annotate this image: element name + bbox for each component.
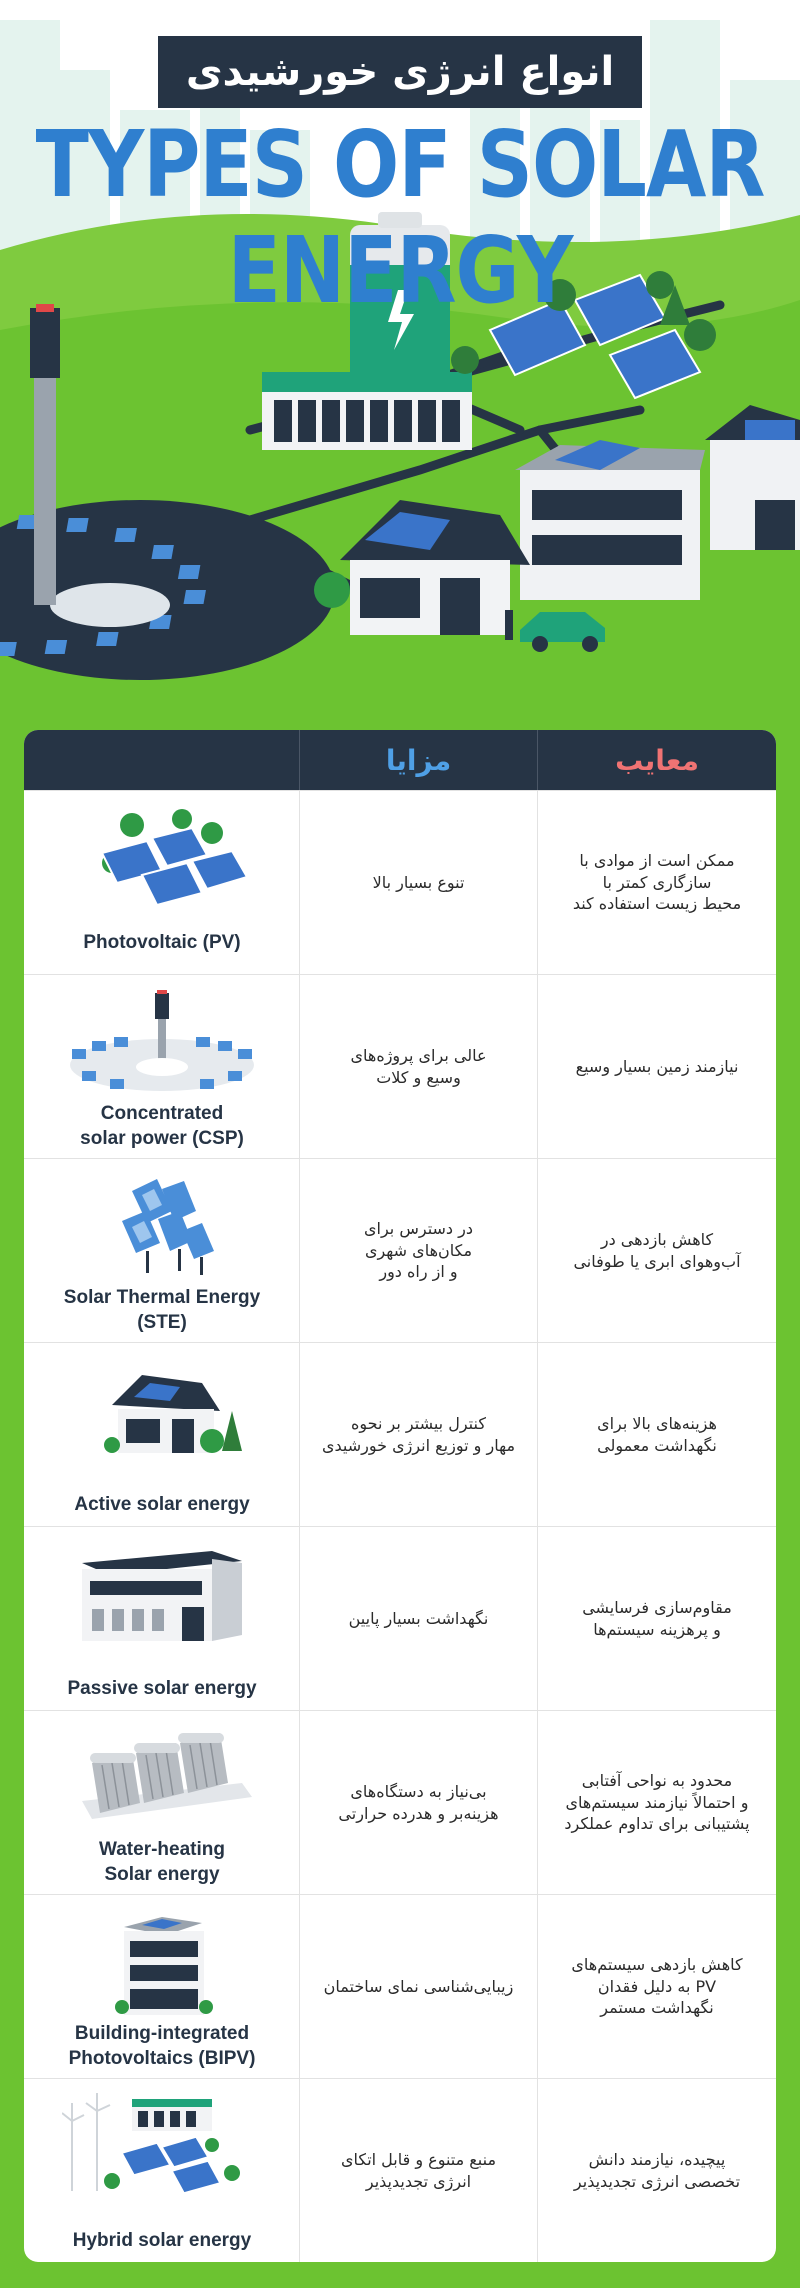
solar-tower-icon — [62, 987, 262, 1097]
pros-text: منبع متنوع و قابل اتکای انرژی تجدیدپذیر — [340, 2149, 497, 2191]
table-row — [24, 1710, 776, 1894]
type-name: Concentrated solar power (CSP) — [80, 1103, 244, 1149]
office-building-icon — [62, 1907, 262, 2017]
water-heater-icon — [62, 1723, 262, 1833]
cons-text: کاهش بازدهی در آب‌وهوای ابری یا طوفانی — [573, 1229, 741, 1271]
table-row — [24, 1894, 776, 2078]
table-row — [24, 1526, 776, 1710]
pros-text: زیبایی‌شناسی نمای ساختمان — [323, 1976, 514, 1996]
type-cell — [24, 1527, 300, 1710]
header-pros: مزایا — [300, 730, 538, 790]
mirror-panels-icon — [62, 1171, 262, 1281]
cons-text: ممکن است از موادی با سازگاری کمتر با محیط زیست استفاده کند — [572, 851, 742, 914]
solar-house-icon — [62, 1355, 262, 1465]
cons-text: هزینه‌های بالا برای نگهداشت معمولی — [597, 1413, 717, 1455]
cons-text: کاهش بازدهی سیستم‌های PV به دلیل فقدان نگهداشت مستمر — [571, 1955, 743, 2018]
pros-cell — [300, 1527, 538, 1710]
cons-cell — [538, 975, 776, 1158]
type-name: Photovoltaic (PV) — [83, 932, 241, 953]
pros-text: بی‌نیاز به دستگاه‌های هزینه‌بر و هدرده حرارتی — [338, 1781, 499, 1823]
table-header — [24, 730, 776, 790]
pros-cell — [300, 1159, 538, 1342]
cons-text: پیچیده، نیازمند دانش تخصصی انرژی تجدیدپذیر — [573, 2149, 741, 2191]
type-cell — [24, 975, 300, 1158]
cons-cell — [538, 1895, 776, 2078]
hero-illustration — [0, 0, 800, 700]
cons-cell — [538, 1711, 776, 1894]
table-row — [24, 790, 776, 974]
header-cons: معایب — [615, 743, 699, 777]
cons-cell — [538, 2079, 776, 2262]
pros-cell — [300, 1343, 538, 1526]
title-fa-banner — [158, 36, 642, 108]
pros-cell — [300, 1711, 538, 1894]
cons-cell — [538, 791, 776, 974]
cons-cell — [538, 1343, 776, 1526]
pros-text: نگهداشت بسیار پایین — [348, 1608, 489, 1628]
type-cell — [24, 791, 300, 974]
solar-panels-icon — [62, 803, 262, 913]
type-name: Solar Thermal Energy (STE) — [63, 1287, 261, 1333]
type-cell — [24, 1159, 300, 1342]
type-name: Active solar energy — [74, 1494, 250, 1515]
pros-cell — [300, 1895, 538, 2078]
type-name: Water-heating Solar energy — [99, 1839, 225, 1885]
type-name: Hybrid solar energy — [72, 2230, 252, 2251]
cons-text: محدود به نواحی آفتابی و احتمالاً نیازمند سیستم‌های پشتیبانی برای تداوم عملکرد — [564, 1771, 750, 1834]
table-row — [24, 1158, 776, 1342]
cons-text: مقاوم‌سازی فرسایشی و پرهزینه سیستم‌ها — [582, 1597, 732, 1639]
table-row — [24, 2078, 776, 2262]
cons-text: نیازمند زمین بسیار وسیع — [575, 1056, 739, 1076]
pros-text: تنوع بسیار بالا — [372, 872, 465, 892]
type-name: Passive solar energy — [67, 1678, 257, 1699]
pros-cell — [300, 2079, 538, 2262]
pros-text: عالی برای پروژه‌های وسیع و کلات — [350, 1045, 487, 1087]
title-en: TYPES OF SOLAR ENERGY — [35, 112, 765, 325]
type-cell — [24, 2079, 300, 2262]
type-cell — [24, 1343, 300, 1526]
cons-cell — [538, 1527, 776, 1710]
pros-text: در دسترس برای مکان‌های شهری و از راه دور — [364, 1219, 473, 1282]
type-name: Building-integrated Photovoltaics (BIPV) — [68, 2023, 256, 2069]
comparison-table — [24, 730, 776, 2262]
header-type — [24, 730, 300, 790]
pros-cell — [300, 975, 538, 1158]
hybrid-plant-icon — [62, 2091, 262, 2201]
title-fa: انواع انرژی خورشیدی — [185, 49, 615, 95]
pros-cell — [300, 791, 538, 974]
type-cell — [24, 1711, 300, 1894]
warehouse-icon — [62, 1539, 262, 1649]
table-row — [24, 974, 776, 1158]
table-row — [24, 1342, 776, 1526]
cons-cell — [538, 1159, 776, 1342]
pros-text: کنترل بیشتر بر نحوه مهار و توزیع انرژی خورشیدی — [321, 1413, 516, 1455]
type-cell — [24, 1895, 300, 2078]
